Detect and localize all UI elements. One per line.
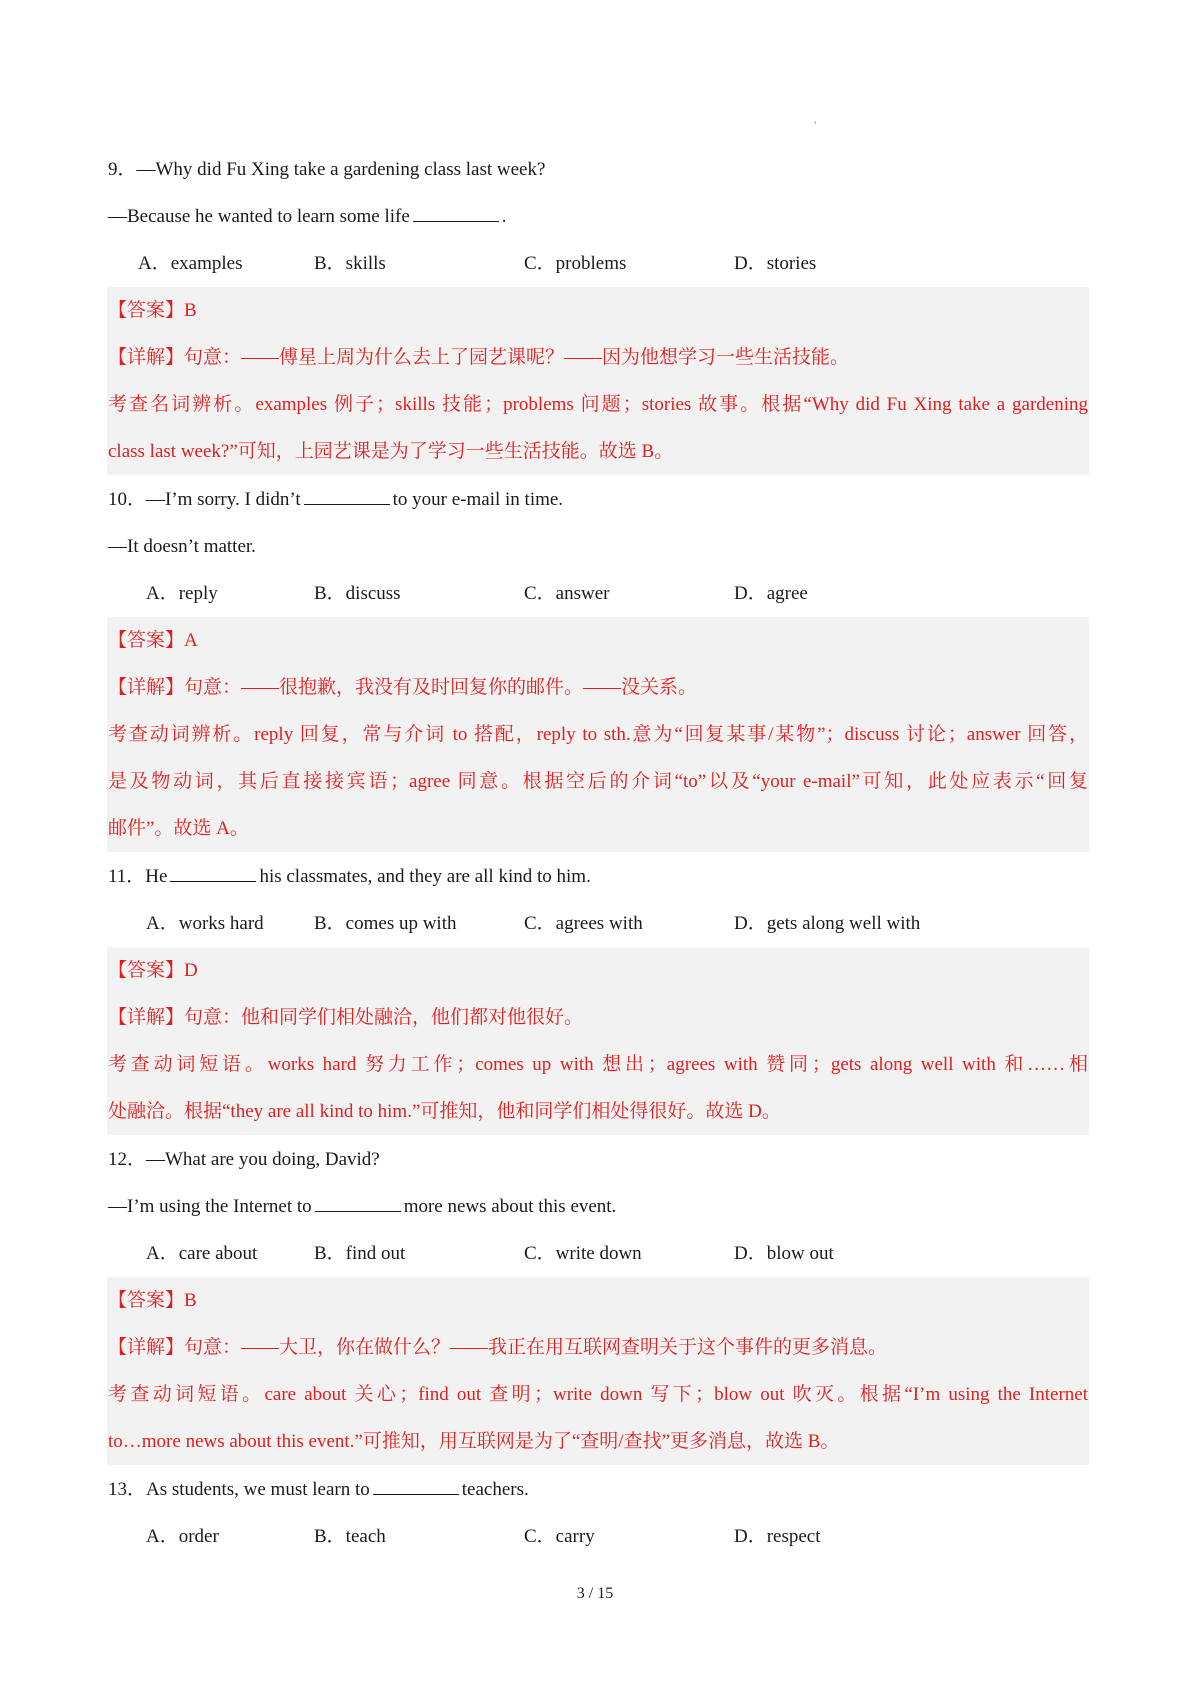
q11-option-d: D．gets along well with <box>734 913 921 934</box>
q10-analysis-line1: 考查动词辨析。reply 回复，常与介词 to 搭配，reply to sth.意为“回复某事/某物”；discuss 讨论；answer 回答， <box>108 724 1088 745</box>
q9-line2-end: . <box>501 206 507 227</box>
answer-blank <box>373 1480 459 1495</box>
q13-option-a: A．order <box>146 1526 219 1547</box>
q12-detail: 【详解】句意：——大卫，你在做什么？——我正在用互联网查明关于这个事件的更多消息。 <box>108 1337 888 1358</box>
answer-blank <box>170 867 256 882</box>
q13-option-b: B．teach <box>314 1526 386 1547</box>
q13-stem <box>108 1466 1088 1513</box>
q10-line2: —It doesn’t matter. <box>108 536 256 557</box>
q9-option-a: A．examples <box>138 253 243 274</box>
q10-option-d: D．agree <box>734 583 808 604</box>
q11-analysis-line1: 考查动词短语。works hard 努力工作；comes up with 想出；agrees with 赞同；gets along well with 和……相 <box>108 1054 1088 1075</box>
q12-options <box>108 1230 1088 1277</box>
answer-blank <box>413 207 499 222</box>
q13-option-c: C．carry <box>524 1526 595 1547</box>
q12-answer: 【答案】B <box>108 1290 197 1311</box>
q11-stem-text: 11．He <box>108 866 168 887</box>
q9-line2 <box>108 193 1088 240</box>
q10-option-a: A．reply <box>146 583 218 604</box>
q9-answer-box <box>107 287 1089 475</box>
q9-options <box>108 240 1088 287</box>
q11-analysis-line2: 处融洽。根据“they are all kind to him.”可推知，他和同学们相处得很好。故选 D。 <box>108 1101 781 1122</box>
q11-stem-end: his classmates, and they are all kind to him. <box>259 866 591 887</box>
q10-detail: 【详解】句意：——很抱歉，我没有及时回复你的邮件。——没关系。 <box>108 677 698 698</box>
q11-answer-box <box>107 947 1089 1135</box>
q12-option-a: A．care about <box>146 1243 258 1264</box>
q13-stem-end: teachers. <box>461 1479 529 1500</box>
q10-stem-end: to your e-mail in time. <box>392 489 564 510</box>
q10-stem-text: 10．—I’m sorry. I didn’t <box>108 489 301 510</box>
q11-options <box>108 900 1088 947</box>
answer-blank <box>304 490 390 505</box>
q10-options <box>108 570 1088 617</box>
q12-analysis-line2: to…more news about this event.”可推知，用互联网是为了“查明/查找”更多消息，故选 B。 <box>108 1431 840 1452</box>
q9-analysis-line1: 考查名词辨析。examples 例子；skills 技能；problems 问题；stories 故事。根据“Why did Fu Xing take a gardening <box>108 394 1088 415</box>
q9-stem: 9．—Why did Fu Xing take a gardening class last week? <box>108 159 546 180</box>
q9-line2-text: —Because he wanted to learn some life <box>108 206 410 227</box>
q13-options <box>108 1513 1088 1560</box>
q9-option-c: C．problems <box>524 253 627 274</box>
q12-stem: 12．—What are you doing, David? <box>108 1149 380 1170</box>
q11-detail: 【详解】句意：他和同学们相处融洽，他们都对他很好。 <box>108 1007 584 1028</box>
q9-detail: 【详解】句意：——傅星上周为什么去上了园艺课呢？——因为他想学习一些生活技能。 <box>108 347 850 368</box>
q12-line2-end: more news about this event. <box>403 1196 617 1217</box>
q12-option-b: B．find out <box>314 1243 406 1264</box>
q9-answer: 【答案】B <box>108 300 197 321</box>
q11-option-b: B．comes up with <box>314 913 457 934</box>
q9-analysis-line2: class last week?”可知，上园艺课是为了学习一些生活技能。故选 B。 <box>108 441 674 462</box>
q10-answer-box <box>107 617 1089 852</box>
q10-answer: 【答案】A <box>108 630 198 651</box>
q11-option-a: A．works hard <box>146 913 264 934</box>
q11-answer: 【答案】D <box>108 960 198 981</box>
answer-blank <box>315 1197 401 1212</box>
q9-option-d: D．stories <box>734 253 817 274</box>
q10-option-c: C．answer <box>524 583 610 604</box>
q12-option-c: C．write down <box>524 1243 642 1264</box>
q11-option-c: C．agrees with <box>524 913 643 934</box>
q12-line2-text: —I’m using the Internet to <box>108 1196 312 1217</box>
q12-option-d: D．blow out <box>734 1243 834 1264</box>
q11-stem <box>108 853 1088 900</box>
q13-option-d: D．respect <box>734 1526 821 1547</box>
q10-stem <box>108 476 1088 523</box>
q13-stem-text: 13．As students, we must learn to <box>108 1479 370 1500</box>
q12-answer-box <box>107 1277 1089 1465</box>
page-number: 3 / 15 <box>576 1585 614 1602</box>
q9-option-b: B．skills <box>314 253 386 274</box>
q12-analysis-line1: 考查动词短语。care about 关心；find out 查明；write down 写下；blow out 吹灭。根据“I’m using the Internet <box>108 1384 1088 1405</box>
q12-line2 <box>108 1183 1088 1230</box>
q10-option-b: B．discuss <box>314 583 401 604</box>
q10-analysis-line3: 邮件”。故选 A。 <box>108 818 249 839</box>
page-mark: ' <box>814 118 817 132</box>
q10-analysis-line2: 是及物动词，其后直接接宾语；agree 同意。根据空后的介词“to”以及“your e-mail”可知，此处应表示“回复 <box>108 771 1088 792</box>
